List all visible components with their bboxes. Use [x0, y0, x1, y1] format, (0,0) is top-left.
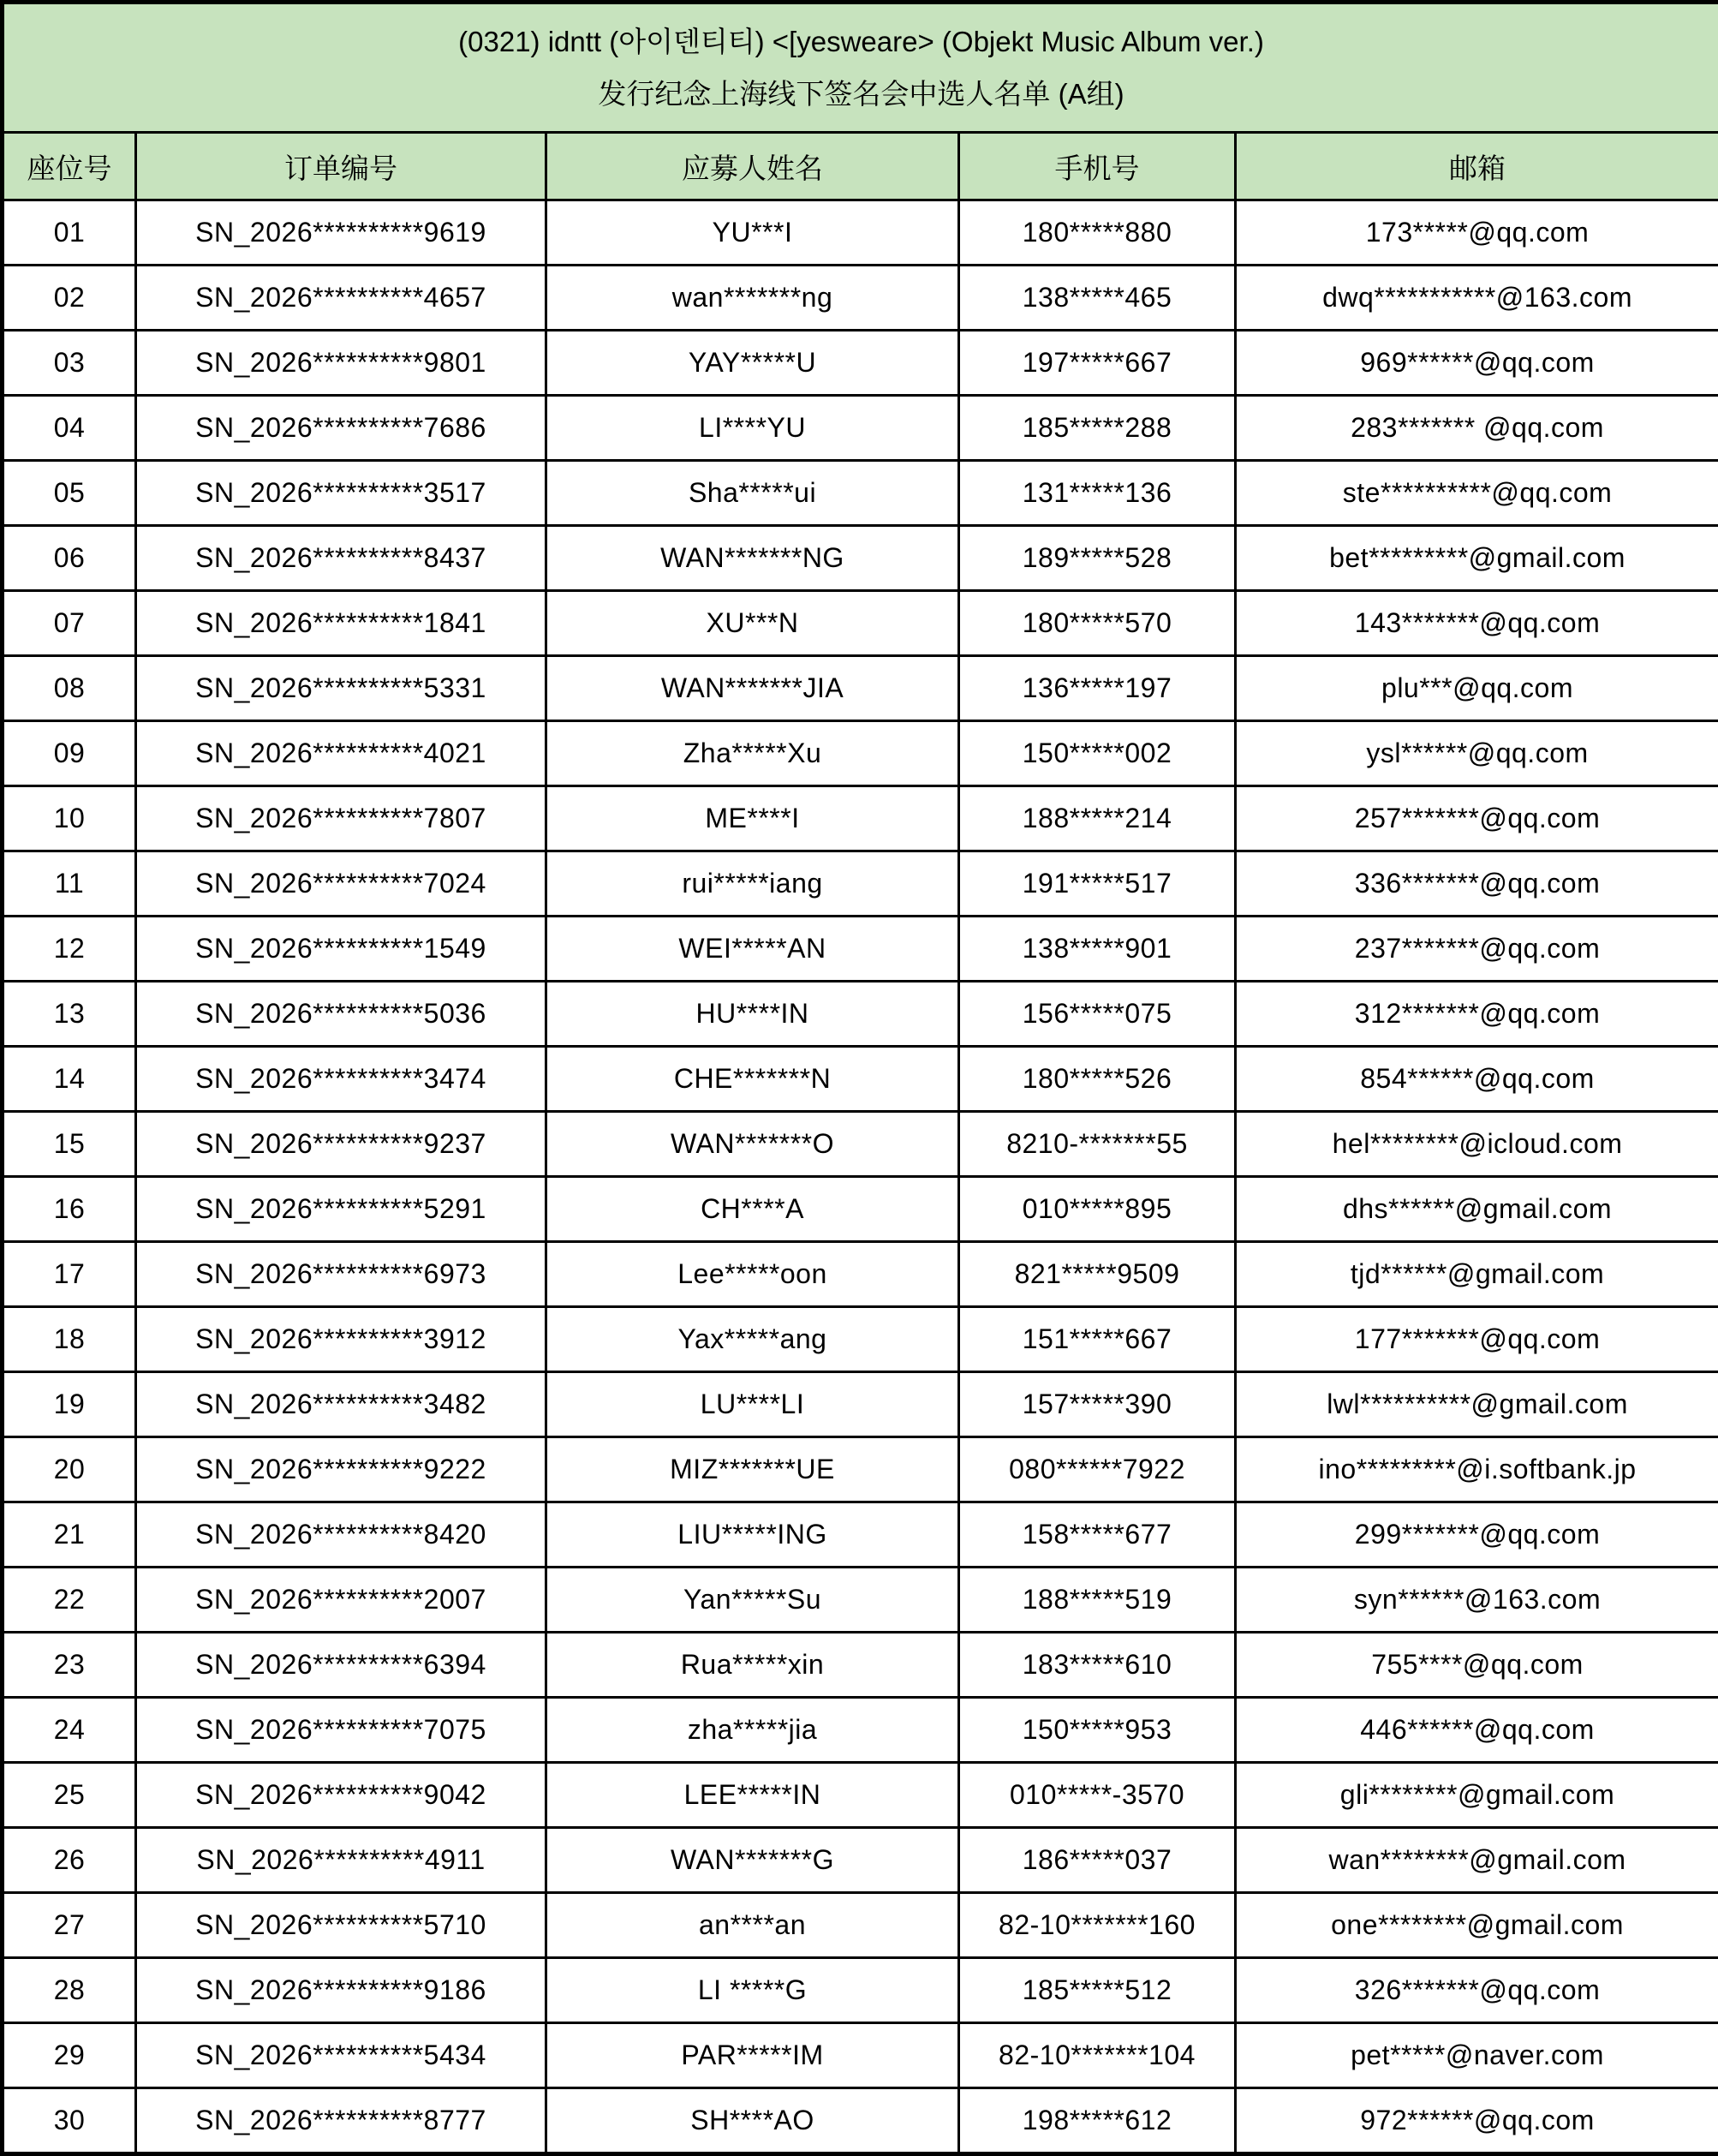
- cell-seat-number: 07: [3, 591, 136, 656]
- cell-order-number: SN_2026**********7807: [136, 786, 546, 851]
- cell-phone-number: 150*****953: [959, 1698, 1236, 1763]
- cell-email-address: plu***@qq.com: [1236, 656, 1718, 721]
- cell-order-number: SN_2026**********5710: [136, 1893, 546, 1958]
- cell-phone-number: 197*****667: [959, 331, 1236, 396]
- cell-applicant-name: XU***N: [546, 591, 959, 656]
- table-row: [3, 1828, 1718, 1893]
- cell-seat-number: 18: [3, 1307, 136, 1372]
- cell-seat-number: 16: [3, 1177, 136, 1242]
- cell-applicant-name: Yan*****Su: [546, 1568, 959, 1633]
- cell-email-address: wan********@gmail.com: [1236, 1828, 1718, 1893]
- table-title: [3, 3, 1718, 133]
- cell-email-address: 173*****@qq.com: [1236, 200, 1718, 266]
- cell-email-address: 854******@qq.com: [1236, 1047, 1718, 1112]
- cell-phone-number: 157*****390: [959, 1372, 1236, 1437]
- cell-phone-number: 82-10*******160: [959, 1893, 1236, 1958]
- cell-applicant-name: LEE*****IN: [546, 1763, 959, 1828]
- cell-email-address: 755****@qq.com: [1236, 1633, 1718, 1698]
- cell-seat-number: 17: [3, 1242, 136, 1307]
- cell-order-number: SN_2026**********7024: [136, 851, 546, 917]
- table-row: [3, 200, 1718, 266]
- cell-phone-number: 138*****901: [959, 917, 1236, 982]
- cell-order-number: SN_2026**********4657: [136, 266, 546, 331]
- title-row: [3, 3, 1718, 133]
- cell-seat-number: 19: [3, 1372, 136, 1437]
- cell-seat-number: 03: [3, 331, 136, 396]
- cell-seat-number: 04: [3, 396, 136, 461]
- column-header-row: [3, 133, 1718, 200]
- cell-order-number: SN_2026**********8777: [136, 2088, 546, 2154]
- cell-phone-number: 191*****517: [959, 851, 1236, 917]
- cell-seat-number: 30: [3, 2088, 136, 2154]
- cell-phone-number: 158*****677: [959, 1502, 1236, 1568]
- cell-email-address: hel********@icloud.com: [1236, 1112, 1718, 1177]
- col-header-order: 订单编号: [136, 133, 546, 200]
- cell-applicant-name: LI *****G: [546, 1958, 959, 2023]
- table-row: [3, 1177, 1718, 1242]
- cell-applicant-name: an****an: [546, 1893, 959, 1958]
- table-row: [3, 1763, 1718, 1828]
- cell-applicant-name: WAN*******JIA: [546, 656, 959, 721]
- cell-seat-number: 10: [3, 786, 136, 851]
- cell-applicant-name: Sha*****ui: [546, 461, 959, 526]
- cell-phone-number: 010*****895: [959, 1177, 1236, 1242]
- cell-email-address: ino*********@i.softbank.jp: [1236, 1437, 1718, 1502]
- cell-seat-number: 23: [3, 1633, 136, 1698]
- cell-email-address: bet*********@gmail.com: [1236, 526, 1718, 591]
- cell-phone-number: 136*****197: [959, 656, 1236, 721]
- cell-email-address: one********@gmail.com: [1236, 1893, 1718, 1958]
- cell-order-number: SN_2026**********5291: [136, 1177, 546, 1242]
- cell-order-number: SN_2026**********9042: [136, 1763, 546, 1828]
- cell-applicant-name: CH****A: [546, 1177, 959, 1242]
- cell-phone-number: 8210-*******55: [959, 1112, 1236, 1177]
- col-header-email: 邮箱: [1236, 133, 1718, 200]
- cell-seat-number: 21: [3, 1502, 136, 1568]
- cell-seat-number: 29: [3, 2023, 136, 2088]
- cell-order-number: SN_2026**********8420: [136, 1502, 546, 1568]
- cell-order-number: SN_2026**********4911: [136, 1828, 546, 1893]
- cell-phone-number: 189*****528: [959, 526, 1236, 591]
- cell-seat-number: 27: [3, 1893, 136, 1958]
- table-row: [3, 461, 1718, 526]
- cell-phone-number: 010*****-3570: [959, 1763, 1236, 1828]
- table-row: [3, 851, 1718, 917]
- table-row: [3, 721, 1718, 786]
- cell-email-address: 257*******@qq.com: [1236, 786, 1718, 851]
- cell-seat-number: 25: [3, 1763, 136, 1828]
- table-row: [3, 2023, 1718, 2088]
- table-row: [3, 1307, 1718, 1372]
- cell-order-number: SN_2026**********3474: [136, 1047, 546, 1112]
- cell-seat-number: 15: [3, 1112, 136, 1177]
- cell-order-number: SN_2026**********4021: [136, 721, 546, 786]
- cell-applicant-name: MIZ*******UE: [546, 1437, 959, 1502]
- cell-phone-number: 156*****075: [959, 982, 1236, 1047]
- cell-email-address: 177*******@qq.com: [1236, 1307, 1718, 1372]
- cell-order-number: SN_2026**********2007: [136, 1568, 546, 1633]
- cell-phone-number: 188*****519: [959, 1568, 1236, 1633]
- cell-phone-number: 138*****465: [959, 266, 1236, 331]
- cell-applicant-name: WEI*****AN: [546, 917, 959, 982]
- cell-applicant-name: WAN*******G: [546, 1828, 959, 1893]
- cell-order-number: SN_2026**********9222: [136, 1437, 546, 1502]
- table-row: [3, 1502, 1718, 1568]
- cell-phone-number: 82-10*******104: [959, 2023, 1236, 2088]
- cell-applicant-name: Zha*****Xu: [546, 721, 959, 786]
- table-body: [3, 200, 1718, 2154]
- table-row: [3, 1568, 1718, 1633]
- cell-seat-number: 14: [3, 1047, 136, 1112]
- cell-order-number: SN_2026**********1549: [136, 917, 546, 982]
- cell-email-address: pet*****@naver.com: [1236, 2023, 1718, 2088]
- cell-order-number: SN_2026**********5331: [136, 656, 546, 721]
- cell-seat-number: 01: [3, 200, 136, 266]
- col-header-seat: 座位号: [3, 133, 136, 200]
- cell-order-number: SN_2026**********6973: [136, 1242, 546, 1307]
- cell-applicant-name: Yax*****ang: [546, 1307, 959, 1372]
- cell-seat-number: 13: [3, 982, 136, 1047]
- cell-applicant-name: PAR*****IM: [546, 2023, 959, 2088]
- table-row: [3, 1242, 1718, 1307]
- cell-phone-number: 151*****667: [959, 1307, 1236, 1372]
- cell-applicant-name: HU****IN: [546, 982, 959, 1047]
- cell-order-number: SN_2026**********9186: [136, 1958, 546, 2023]
- cell-email-address: syn******@163.com: [1236, 1568, 1718, 1633]
- cell-email-address: 969******@qq.com: [1236, 331, 1718, 396]
- cell-applicant-name: WAN*******NG: [546, 526, 959, 591]
- title-line-1: (0321) idntt (아이덴티티) <[yesweare> (Objekt Music Album ver.): [8, 15, 1715, 68]
- cell-phone-number: 080******7922: [959, 1437, 1236, 1502]
- cell-phone-number: 188*****214: [959, 786, 1236, 851]
- cell-email-address: 446******@qq.com: [1236, 1698, 1718, 1763]
- cell-order-number: SN_2026**********3912: [136, 1307, 546, 1372]
- cell-email-address: 143*******@qq.com: [1236, 591, 1718, 656]
- table-row: [3, 786, 1718, 851]
- cell-applicant-name: LI****YU: [546, 396, 959, 461]
- cell-email-address: gli********@gmail.com: [1236, 1763, 1718, 1828]
- cell-applicant-name: SH****AO: [546, 2088, 959, 2154]
- cell-applicant-name: Rua*****xin: [546, 1633, 959, 1698]
- cell-applicant-name: YU***I: [546, 200, 959, 266]
- table-row: [3, 1112, 1718, 1177]
- cell-seat-number: 02: [3, 266, 136, 331]
- cell-phone-number: 186*****037: [959, 1828, 1236, 1893]
- table-row: [3, 266, 1718, 331]
- cell-seat-number: 05: [3, 461, 136, 526]
- cell-order-number: SN_2026**********8437: [136, 526, 546, 591]
- cell-email-address: tjd******@gmail.com: [1236, 1242, 1718, 1307]
- cell-email-address: 299*******@qq.com: [1236, 1502, 1718, 1568]
- cell-order-number: SN_2026**********7686: [136, 396, 546, 461]
- table-row: [3, 1958, 1718, 2023]
- cell-applicant-name: LU****LI: [546, 1372, 959, 1437]
- table-row: [3, 1047, 1718, 1112]
- cell-phone-number: 198*****612: [959, 2088, 1236, 2154]
- cell-applicant-name: WAN*******O: [546, 1112, 959, 1177]
- cell-applicant-name: YAY*****U: [546, 331, 959, 396]
- cell-applicant-name: rui*****iang: [546, 851, 959, 917]
- cell-phone-number: 185*****512: [959, 1958, 1236, 2023]
- table-row: [3, 1437, 1718, 1502]
- cell-seat-number: 22: [3, 1568, 136, 1633]
- table-row: [3, 1698, 1718, 1763]
- cell-phone-number: 150*****002: [959, 721, 1236, 786]
- cell-phone-number: 131*****136: [959, 461, 1236, 526]
- cell-order-number: SN_2026**********5036: [136, 982, 546, 1047]
- table-row: [3, 331, 1718, 396]
- table-row: [3, 1372, 1718, 1437]
- cell-seat-number: 11: [3, 851, 136, 917]
- table-row: [3, 656, 1718, 721]
- cell-phone-number: 180*****880: [959, 200, 1236, 266]
- cell-phone-number: 183*****610: [959, 1633, 1236, 1698]
- table-row: [3, 917, 1718, 982]
- cell-applicant-name: zha*****jia: [546, 1698, 959, 1763]
- cell-seat-number: 24: [3, 1698, 136, 1763]
- table-row: [3, 396, 1718, 461]
- cell-seat-number: 09: [3, 721, 136, 786]
- cell-email-address: 972******@qq.com: [1236, 2088, 1718, 2154]
- cell-email-address: 326*******@qq.com: [1236, 1958, 1718, 2023]
- cell-email-address: dwq***********@163.com: [1236, 266, 1718, 331]
- table-row: [3, 526, 1718, 591]
- cell-seat-number: 12: [3, 917, 136, 982]
- table-row: [3, 2088, 1718, 2154]
- cell-phone-number: 180*****526: [959, 1047, 1236, 1112]
- cell-email-address: dhs******@gmail.com: [1236, 1177, 1718, 1242]
- cell-order-number: SN_2026**********1841: [136, 591, 546, 656]
- cell-applicant-name: wan*******ng: [546, 266, 959, 331]
- cell-order-number: SN_2026**********6394: [136, 1633, 546, 1698]
- cell-email-address: 283******* @qq.com: [1236, 396, 1718, 461]
- cell-applicant-name: CHE*******N: [546, 1047, 959, 1112]
- cell-order-number: SN_2026**********7075: [136, 1698, 546, 1763]
- cell-applicant-name: ME****I: [546, 786, 959, 851]
- cell-email-address: 312*******@qq.com: [1236, 982, 1718, 1047]
- cell-phone-number: 185*****288: [959, 396, 1236, 461]
- col-header-name: 应募人姓名: [546, 133, 959, 200]
- cell-email-address: ste**********@qq.com: [1236, 461, 1718, 526]
- cell-applicant-name: Lee*****oon: [546, 1242, 959, 1307]
- table-row: [3, 591, 1718, 656]
- cell-phone-number: 821*****9509: [959, 1242, 1236, 1307]
- table-row: [3, 1893, 1718, 1958]
- cell-email-address: lwl**********@gmail.com: [1236, 1372, 1718, 1437]
- col-header-phone: 手机号: [959, 133, 1236, 200]
- cell-seat-number: 20: [3, 1437, 136, 1502]
- table-row: [3, 982, 1718, 1047]
- cell-seat-number: 06: [3, 526, 136, 591]
- cell-order-number: SN_2026**********5434: [136, 2023, 546, 2088]
- title-line-2: 发行纪念上海线下签名会中选人名单 (A组): [8, 68, 1715, 120]
- cell-order-number: SN_2026**********3517: [136, 461, 546, 526]
- cell-seat-number: 26: [3, 1828, 136, 1893]
- cell-seat-number: 08: [3, 656, 136, 721]
- cell-email-address: ysl******@qq.com: [1236, 721, 1718, 786]
- cell-email-address: 237*******@qq.com: [1236, 917, 1718, 982]
- cell-order-number: SN_2026**********9801: [136, 331, 546, 396]
- cell-order-number: SN_2026**********9237: [136, 1112, 546, 1177]
- table-row: [3, 1633, 1718, 1698]
- cell-phone-number: 180*****570: [959, 591, 1236, 656]
- cell-order-number: SN_2026**********3482: [136, 1372, 546, 1437]
- cell-applicant-name: LIU*****ING: [546, 1502, 959, 1568]
- cell-email-address: 336*******@qq.com: [1236, 851, 1718, 917]
- cell-seat-number: 28: [3, 1958, 136, 2023]
- cell-order-number: SN_2026**********9619: [136, 200, 546, 266]
